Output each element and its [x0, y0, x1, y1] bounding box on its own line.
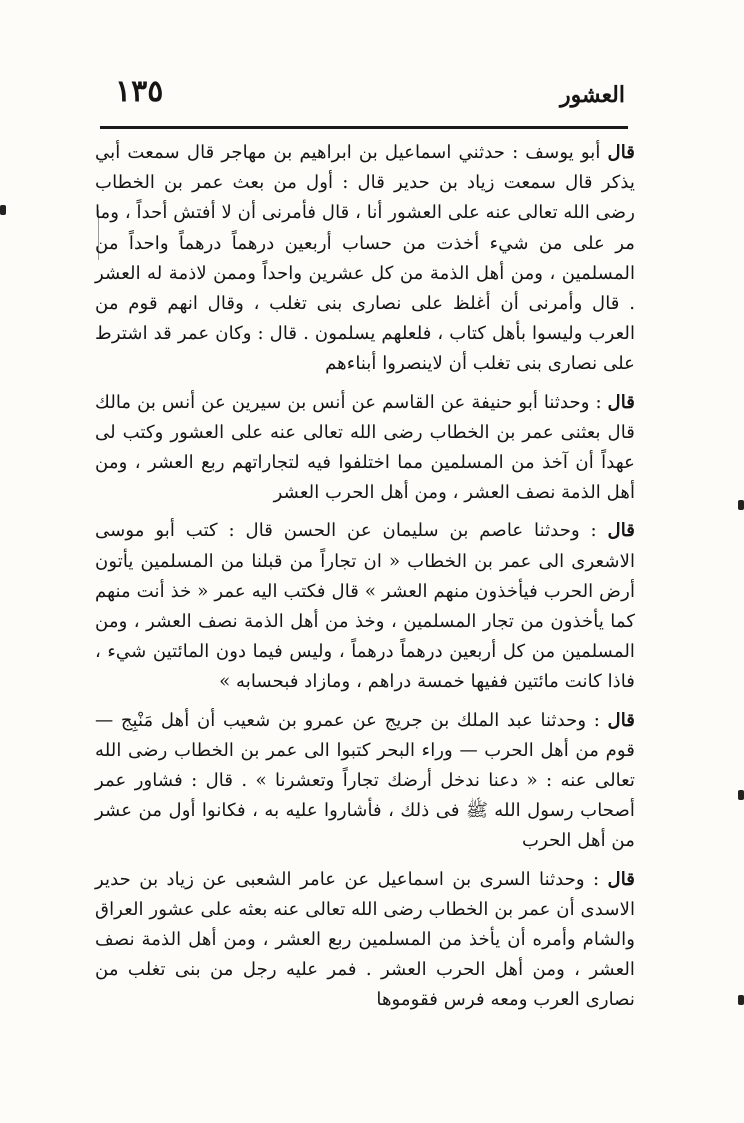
page-number: ١٣٥ — [115, 74, 164, 109]
margin-mark — [738, 790, 744, 800]
paragraph-text: : وحدثنا السرى بن اسماعيل عن عامر الشعبى عن زياد بن حدير الاسدى أن عمر بن الخطاب رضى الله تعالى عنه بعثه على عشور العراق والشام وأمره أن يأخذ من المسلمين ربع العشر ، ومن أهل الذمة نصف العشر ، ومن أهل الحرب العشر . فمر عليه رجل من بنى تغلب من نصارى العرب ومعه فرس فقوموها — [95, 868, 635, 1011]
running-title: العشور — [559, 82, 625, 108]
paragraph-lead: قال — [607, 142, 635, 163]
paragraph-text: : وحدثنا أبو حنيفة عن القاسم عن أنس بن سيرين عن أنس بن مالك قال بعثنى عمر بن الخطاب رضى الله تعالى عنه على العشور وكتب لى عهداً أن آخذ من المسلمين مما اختلفوا فيه لتجاراتهم ربع العشر ، ومن أهل الذمة نصف العشر ، ومن أهل الحرب العشر — [95, 391, 635, 504]
margin-mark — [738, 500, 744, 510]
paragraph-lead: قال — [607, 868, 635, 890]
paragraph-text: : وحدثنا عاصم بن سليمان عن الحسن قال : كتب أبو موسى الاشعرى الى عمر بن الخطاب « ان تجاراً من قبلنا من المسلمين يأتون أرض الحرب فيأخذون منهم العشر » قال فكتب اليه عمر « خذ أنت منهم كما يأخذون من تجار المسلمين ، وخذ من أهل الذمة نصف العشر ، ومن المسلمين من كل أربعين درهماً درهماً ، وليس فيما دون المائتين شيء ، فاذا كانت مائتين ففيها خمسة دراهم ، ومازاد فبحسابه » — [95, 520, 635, 693]
paragraph-lead: قال — [607, 709, 635, 731]
body-text — [95, 138, 635, 1024]
page-header — [105, 72, 625, 124]
paragraph-text: : وحدثنا عبد الملك بن جريج عن عمرو بن شعيب أن أهل مَنْبِج — قوم من أهل الحرب — وراء البحر كتبوا الى عمر بن الخطاب رضى الله تعالى عنه : « دعنا ندخل أرضك تجاراً وتعشرنا » . قال : فشاور عمر أصحاب رسول الله ﷺ فى ذلك ، فأشاروا عليه به ، فكانوا أول من عشر من أهل الحرب — [95, 709, 635, 852]
paragraph — [95, 706, 635, 857]
paragraph — [95, 138, 635, 380]
header-rule — [100, 126, 628, 129]
margin-mark — [738, 995, 744, 1005]
paragraph — [95, 388, 635, 509]
paragraph — [95, 865, 635, 1016]
paragraph-lead: قال — [607, 391, 635, 413]
margin-mark — [0, 205, 6, 215]
paragraph — [95, 516, 635, 697]
paragraph-text: أبو يوسف : حدثني اسماعيل بن ابراهيم بن مهاجر قال سمعت أبي يذكر قال سمعت زياد بن حدير قال : أول من بعث عمر بن الخطاب رضى الله تعالى عنه على العشور أنا ، قال فأمرنى أن لا أفتش أحداً ، وما مر على من شيء أخذت من حساب أربعين درهماً درهماً واحداً من المسلمين ، ومن أهل الذمة من كل عشرين واحداً وممن لاذمة له العشر . قال وأمرنى أن أغلظ على نصارى بنى تغلب ، وقال انهم قوم من العرب وليسوا بأهل كتاب ، فلعلهم يسلمون . قال : وكان عمر قد اشترط على نصارى بنى تغلب أن لاينصروا أبناءهم — [95, 142, 635, 375]
paragraph-lead: قال — [607, 520, 635, 542]
